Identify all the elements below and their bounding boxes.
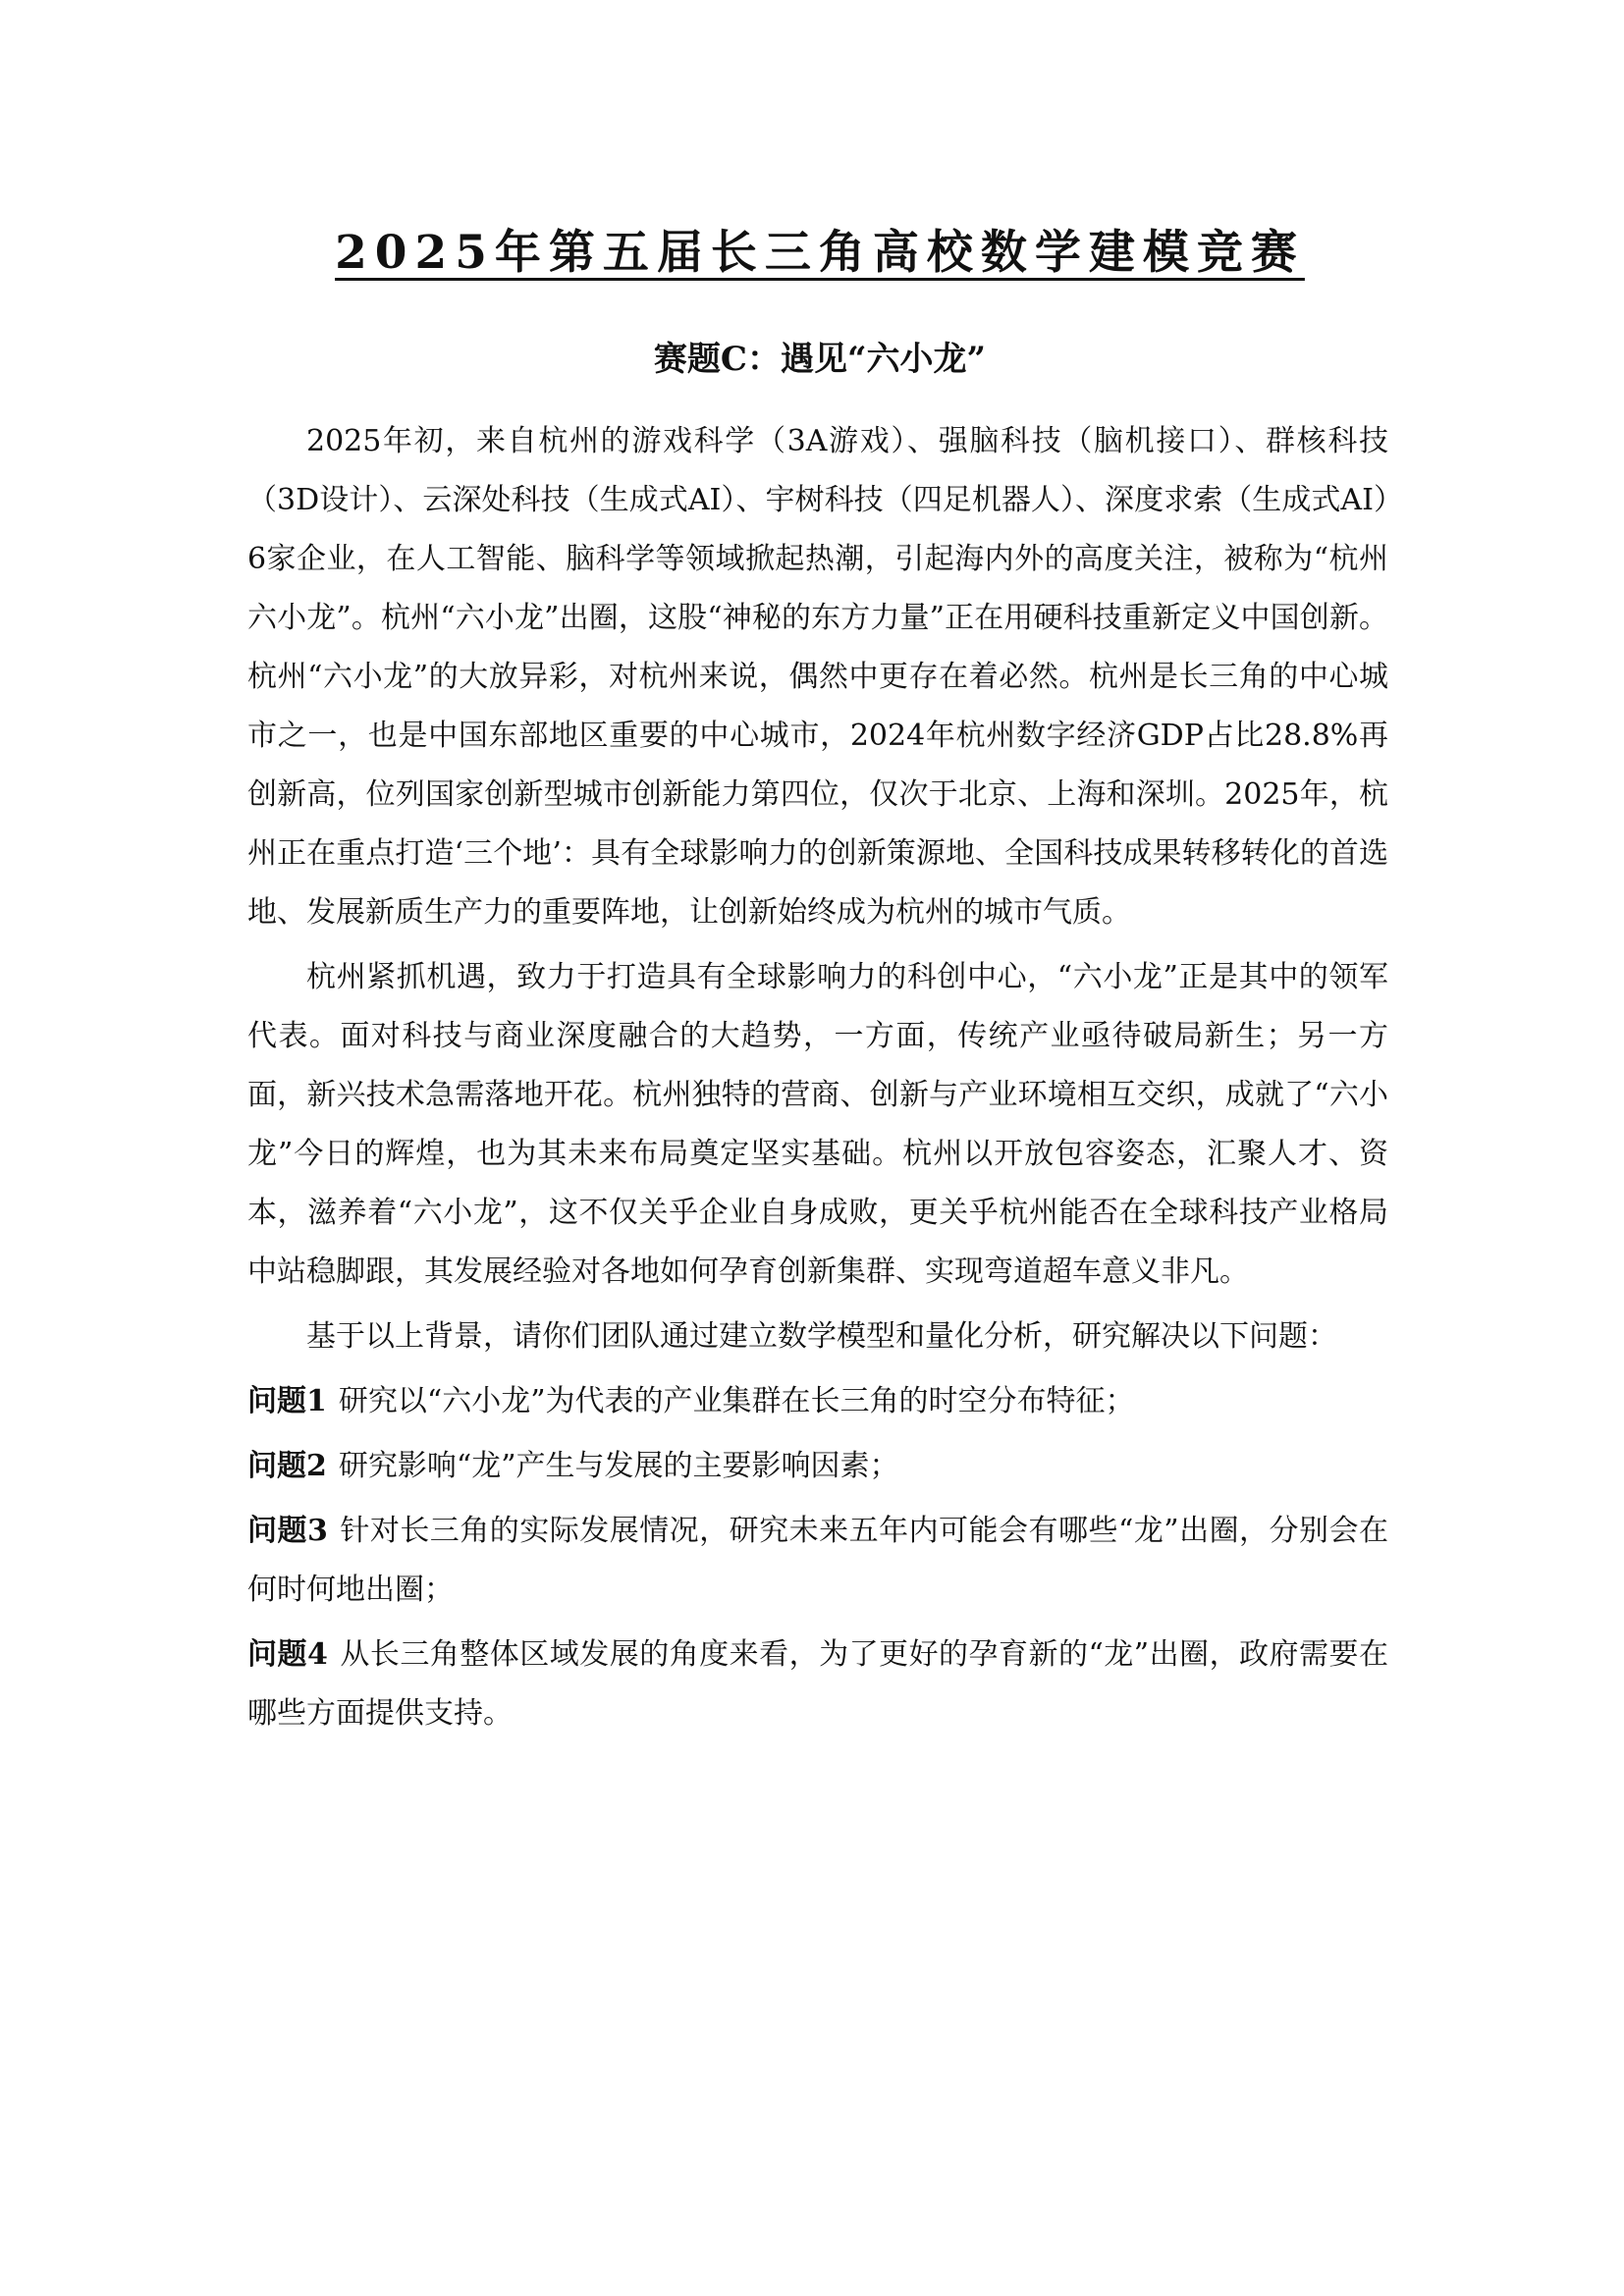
question-label: 问题3	[247, 1514, 328, 1548]
question-text: 从长三角整体区域发展的角度来看，为了更好的孕育新的“龙”出圈，政府需要在哪些方面提供支持。	[247, 1637, 1388, 1731]
question-list	[247, 1372, 1388, 1743]
question-label: 问题2	[247, 1449, 327, 1483]
question-text: 研究以“六小龙”为代表的产业集群在长三角的时空分布特征；	[338, 1384, 1135, 1418]
problem-subtitle: 赛题C：遇见“六小龙”	[653, 340, 987, 379]
question-label: 问题4	[247, 1637, 328, 1672]
question-item	[247, 1626, 1388, 1743]
background-paragraph-1: 2025年初，来自杭州的游戏科学（3A游戏）、强脑科技（脑机接口）、群核科技（3D设计）、云深处科技（生成式AI）、宇树科技（四足机器人）、深度求索（生成式AI）6家企业，在人工智能、脑科学等领域掀起热潮，引起海内外的高度关注，被称为“杭州六小龙”。杭州“六小龙”出圈，这股“神秘的东方力量”正在用硬科技重新定义中国创新。杭州“六小龙”的大放异彩，对杭州来说，偶然中更存在着必然。杭州是长三角的中心城市之一，也是中国东部地区重要的中心城市，2024年杭州数字经济GDP占比28.8%再创新高，位列国家创新型城市创新能力第四位，仅次于北京、上海和深圳。2025年，杭州正在重点打造‘三个地’：具有全球影响力的创新策源地、全国科技成果转移转化的首选地、发展新质生产力的重要阵地，让创新始终成为杭州的城市气质。	[247, 424, 1388, 930]
task-intro-paragraph: 基于以上背景，请你们团队通过建立数学模型和量化分析，研究解决以下问题：	[306, 1319, 1337, 1354]
question-text: 针对长三角的实际发展情况，研究未来五年内可能会有哪些“龙”出圈，分别会在何时何地出圈；	[247, 1514, 1388, 1607]
question-item	[247, 1437, 1388, 1496]
question-item	[247, 1502, 1388, 1620]
question-item	[247, 1372, 1388, 1431]
question-label: 问题1	[247, 1384, 327, 1418]
question-text: 研究影响“龙”产生与发展的主要影响因素；	[338, 1449, 899, 1483]
document-body	[247, 412, 1388, 1743]
page-title: 2025年第五届长三角高校数学建模竞赛	[335, 226, 1305, 280]
background-paragraph-2: 杭州紧抓机遇，致力于打造具有全球影响力的科创中心，“六小龙”正是其中的领军代表。面对科技与商业深度融合的大趋势，一方面，传统产业亟待破局新生；另一方面，新兴技术急需落地开花。杭州独特的营商、创新与产业环境相互交织，成就了“六小龙”今日的辉煌，也为其未来布局奠定坚实基础。杭州以开放包容姿态，汇聚人才、资本，滋养着“六小龙”，这不仅关乎企业自身成败，更关乎杭州能否在全球科技产业格局中站稳脚跟，其发展经验对各地如何孕育创新集群、实现弯道超车意义非凡。	[247, 960, 1388, 1289]
